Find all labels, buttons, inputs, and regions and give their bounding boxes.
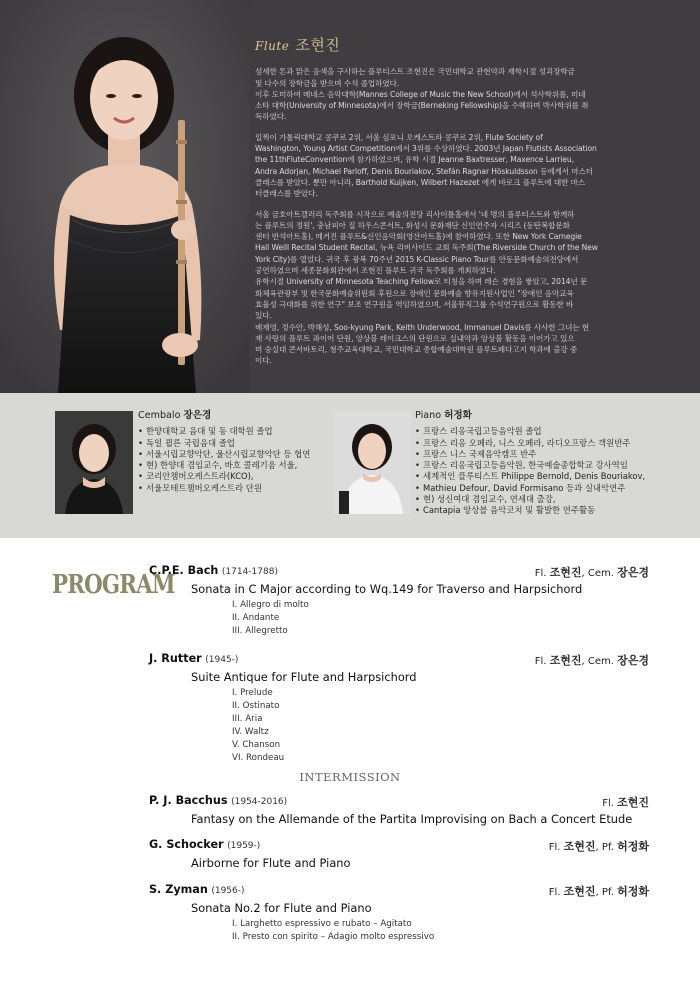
pianist-career-item: • 프랑스 니스 국제음악캠프 반주 — [415, 449, 665, 460]
performer-name: 조현진 — [563, 840, 596, 853]
program-piece — [149, 794, 649, 826]
bio-line: 는 플루트의 정원', 충남피아 집 하우스콘서트, 화성시 문화재단 신인연주자 시리즈 (동탄복합문화 — [255, 220, 570, 230]
flutist-name: 조현진 — [295, 36, 341, 54]
cembalist-career-item: • 독일 쾰른 국립음대 졸업 — [138, 438, 328, 449]
performers: Fl. 조현진, Pf. 허정화 — [548, 885, 649, 898]
performer-name: 조현진 — [549, 566, 582, 579]
bio-line: 소타 대학(University of Minnesota)에서 장학금(Berneking Fellowship)을 수혜하며 박사학위를 취 — [255, 101, 589, 111]
performer-instrument: Cem. — [587, 568, 614, 579]
performer-name: 조현진 — [549, 654, 582, 667]
bio-line: 센터 반석아트홀), 메거진 플루트&신인음악회(영산아트홀)에 참여하였다. 또한 New York Carnegie — [255, 232, 582, 242]
composer-line — [149, 564, 649, 579]
bio-line: 공연하였으며 세종문화회관에서 조현진 플루트 귀국 독주회를 개최하였다. — [255, 266, 496, 276]
flutist-instrument: Flute — [255, 39, 290, 53]
bio-line: 화체육관광부 및 한국문화예술위원회 후원으로 장애인 문화예술 향유지원사업인 "장애인 음악교육 — [255, 288, 574, 298]
bio-line: 서울 금호아트갤러리 독주회를 시작으로 예술의전당 리사이틀홀에서 '네 명의 플루티스트와 함께하 — [255, 209, 575, 219]
composer-name: G. Schocker — [149, 838, 224, 851]
cembalist-career-item: • 한양대학교 음대 및 동 대학원 졸업 — [138, 426, 328, 437]
pianist-career-item: • Mathieu Defour, David Formisano 등과 실내악연주 — [415, 483, 665, 494]
bio-line: 효율성 극대화를 위한 연구" 보조 연구원을 역임하였으며, 서울뮤직그룹 수석연구원으로 활동한 바 — [255, 299, 574, 309]
cembalist-career-item: • 코리안챔버오케스트라(KCO), — [138, 471, 328, 482]
intermission-label: INTERMISSION — [299, 770, 401, 784]
bio-paragraph — [255, 66, 653, 122]
movement-list — [232, 599, 649, 638]
performer-instrument: Fl. — [548, 887, 561, 898]
performer-instrument: Fl. — [548, 842, 561, 853]
bio-line: 클래스를 받았다. 뿐만 아니라, Barthold Kuijken, Wilbert Hazezet 에게 바로크 플루트에 대한 마스 — [255, 177, 586, 187]
cembalist-info — [138, 410, 328, 494]
bio-line: Hall Weill Recital Student Recital, 뉴욕 리버사이드 교회 독주회(The Riverside Church of the New — [255, 243, 598, 253]
performers: Fl. 조현진, Pf. 허정화 — [548, 840, 649, 853]
flutist-bio-text — [255, 36, 653, 376]
composer-dates: (1945-) — [205, 655, 239, 665]
composer-line — [149, 883, 649, 898]
performer-instrument: Fl. — [534, 656, 547, 667]
composer-name: P. J. Bacchus — [149, 794, 228, 807]
movement: III. Allegretto — [232, 626, 288, 636]
performer-name: 허정화 — [617, 885, 649, 898]
composer-name: S. Zyman — [149, 883, 208, 896]
composer-dates: (1714-1788) — [221, 567, 278, 577]
composer-name: J. Rutter — [149, 652, 202, 665]
performer-instrument: Pf. — [601, 887, 614, 898]
pianist-name: 허정화 — [444, 410, 472, 421]
performer-instrument: Fl. — [534, 568, 547, 579]
bio-line: 배재영, 정수안, 박해성, Soo-kyung Park, Keith Underwood, Immanuel Davis를 사사한 그녀는 현 — [255, 322, 590, 332]
movement: II. Ostinato — [232, 701, 280, 711]
program-piece — [149, 883, 649, 944]
movement: I. Prelude — [232, 688, 273, 698]
performer-instrument: Pf. — [601, 842, 614, 853]
work-title: Airborne for Flute and Piano — [191, 856, 351, 870]
cembalist-career-item: • 서울시립교향악단, 울산시립교향악단 등 협연 — [138, 449, 328, 460]
pianist-career-item: • 프랑스 리옹 오페라, 니스 오페라, 라디오프랑스 객원반주 — [415, 438, 665, 449]
program-piece — [149, 838, 649, 870]
composer-line — [149, 838, 649, 853]
cembalist-portrait-photo — [55, 411, 133, 514]
performer-instrument: Fl. — [602, 798, 614, 809]
bio-line: Washington, Young Artist Competition에서 3위를 수상하였다. 2003년 Japan Flutists Association — [255, 144, 597, 154]
program-logo: PROGRAM — [52, 570, 175, 600]
pianist-career-item: • 현) 성신여대 겸임교수, 연세대 출강, — [415, 494, 665, 505]
bio-paragraph — [255, 209, 653, 367]
movement: V. Chanson — [232, 740, 281, 750]
bio-line: 재 사랑의 플루트 콰이어 단원, 앙상블 레이크스의 단원으로 실내악과 앙상블 활동을 이어가고 있으 — [255, 333, 575, 343]
performer-name: 장은경 — [617, 654, 649, 667]
movement: II. Presto con spirito – Adagio molto espressivo — [232, 932, 435, 942]
composer-name: C.P.E. Bach — [149, 564, 219, 577]
pianist-career-list — [415, 426, 665, 516]
program-section — [0, 538, 700, 985]
bio-line: 이후 도미하여 메네스 음악대학(Mannes College of Music the New School)에서 석사학위를, 미네 — [255, 89, 586, 99]
flutist-portrait-photo — [0, 0, 250, 393]
movement: IV. Waltz — [232, 727, 269, 737]
work-title: Suite Antique for Flute and Harpsichord — [191, 670, 417, 684]
bio-line: 유학시절 University of Minnesota Teaching Fellow로 티칭을 하며 레슨 경험을 쌓았고, 2014년 문 — [255, 277, 588, 287]
pianist-career-item: • 프랑스 리옹국립고등음악원, 한국예술종합학교 강사역임 — [415, 460, 665, 471]
cembalist-career-list — [138, 426, 328, 494]
cembalist-career-item: • 현) 한양대 겸임교수, 바흐 콜레기움 서울, — [138, 460, 328, 471]
work-title: Sonata No.2 for Flute and Piano — [191, 901, 372, 915]
bio-line: 일찍이 가톨릭대학교 콩쿠르 2위, 서울 심포니 오케스트라 콩쿠르 2위, Flute Society of — [255, 132, 543, 142]
movement: VI. Rondeau — [232, 753, 285, 763]
pianist-career-item: • Cantapia 앙상블 음악코치 및 활발한 연주활동 — [415, 505, 665, 516]
composer-dates: (1954-2016) — [231, 797, 288, 807]
performers: Fl. 조현진, Cem. 장은경 — [534, 566, 649, 579]
pianist-portrait-photo — [333, 411, 411, 514]
bio-line: Andra Adorjan, Michael Parloff, Denis Bouriakov, Stefán Ragnar Höskuldsson 등에게서 마스터 — [255, 166, 594, 176]
movement: III. Aria — [232, 714, 263, 724]
performer-instrument: Cem. — [587, 656, 614, 667]
accompanists-section — [0, 393, 700, 538]
pianist-heading — [415, 410, 665, 421]
movement: II. Andante — [232, 613, 280, 623]
cembalist-instrument: Cembalo — [138, 410, 181, 421]
pianist-instrument: Piano — [415, 410, 442, 421]
bio-line: 득하였다. — [255, 112, 287, 122]
flutist-heading — [255, 36, 653, 54]
program-piece — [149, 564, 649, 638]
bio-line: the 11thFluteConvention에 참가하였으며, 유학 시절 Jeanne Baxtresser, Maxence Larrieu, — [255, 155, 574, 165]
pianist-career-item: • 프랑스 리옹국립고등음악원 졸업 — [415, 426, 665, 437]
bio-line: 이다. — [255, 356, 272, 366]
performers: Fl. 조현진, Cem. 장은경 — [534, 654, 649, 667]
movement-list — [232, 918, 649, 944]
bio-line: 및 다수의 장학금을 받으며 수석 졸업하였다. — [255, 78, 400, 88]
bio-line: 터클래스를 받았다. — [255, 189, 318, 199]
performer-name: 조현진 — [563, 885, 596, 898]
composer-dates: (1959-) — [227, 841, 261, 851]
bio-line: 섬세한 톤과 맑은 음색을 구사하는 플루티스트 조현진은 국민대학교 관현악과 재학시절 성괴장학금 — [255, 67, 575, 77]
performers — [602, 794, 649, 810]
cembalist-career-item: • 서울모테트챔버오케스트라 단원 — [138, 483, 328, 494]
movement: I. Larghetto espressivo e rubato – Agitato — [232, 919, 412, 929]
composer-line — [149, 794, 649, 809]
composer-line — [149, 652, 649, 667]
composer-dates: (1956-) — [211, 886, 245, 896]
pianist-info — [415, 410, 665, 517]
cembalist-name: 장은경 — [183, 410, 212, 421]
work-title: Fantasy on the Allemande of the Partita Improvising on Bach a Concert Etude — [191, 812, 633, 826]
cembalist-heading — [138, 410, 328, 421]
work-title: Sonata in C Major according to Wq.149 for Traverso and Harpsichord — [191, 582, 583, 596]
bio-paragraphs — [255, 66, 653, 366]
bio-line: York City)를 열었다. 귀국 후 광복 70주년 2015 K-Classic Piano Tour를 안동문화예술의전당에서 — [255, 254, 579, 264]
movement-list — [232, 687, 649, 765]
performer-name: 조현진 — [617, 796, 649, 809]
bio-line: 며 숭실대 콘서바토리, 청주교육대학교, 국민대학교 종합예술대학원 플루트페다고지 학과에 출강 중 — [255, 345, 578, 355]
performer-name: 허정화 — [617, 840, 649, 853]
flutist-bio-section — [0, 0, 700, 393]
performer-name: 장은경 — [617, 566, 649, 579]
program-piece — [149, 652, 649, 765]
bio-line: 있다. — [255, 311, 272, 321]
bio-paragraph — [255, 132, 653, 200]
pianist-career-item: • 세계적인 플루티스트 Philippe Bernold, Denis Bouriakov, — [415, 471, 665, 482]
movement: I. Allegro di molto — [232, 600, 309, 610]
